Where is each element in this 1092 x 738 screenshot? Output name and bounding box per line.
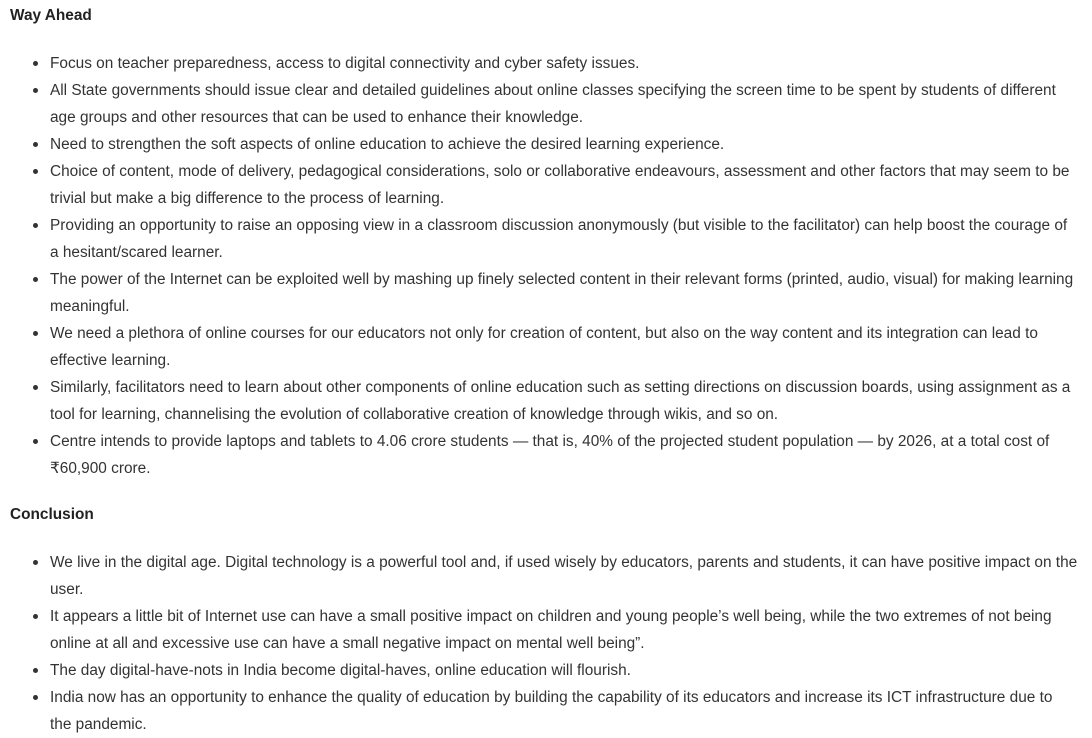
- list-item: We need a plethora of online courses for our educators not only for creation of content, but also on the way content and its integration can lead to effective learning.: [50, 320, 1078, 374]
- list-item: Centre intends to provide laptops and tablets to 4.06 crore students — that is, 40% of the projected student population — by 2026, at a total cost of ₹60,900 crore.: [50, 428, 1078, 482]
- conclusion-heading: Conclusion: [10, 506, 94, 523]
- list-item: Focus on teacher preparedness, access to digital connectivity and cyber safety issues.: [50, 50, 1078, 77]
- way-ahead-heading: Way Ahead: [10, 7, 92, 24]
- list-item: Need to strengthen the soft aspects of online education to achieve the desired learning experience.: [50, 131, 1078, 158]
- list-item: All State governments should issue clear and detailed guidelines about online classes specifying the screen time to be spent by students of different age groups and other resources that can be used to enhance their knowledge.: [50, 77, 1078, 131]
- way-ahead-list: [50, 50, 1078, 482]
- list-item: India now has an opportunity to enhance the quality of education by building the capability of its educators and increase its ICT infrastructure due to the pandemic.: [50, 684, 1078, 738]
- list-item: Choice of content, mode of delivery, pedagogical considerations, solo or collaborative endeavours, assessment and other factors that may seem to be trivial but make a big difference to the process of learning.: [50, 158, 1078, 212]
- list-item: It appears a little bit of Internet use can have a small positive impact on children and young people’s well being, while the two extremes of not being online at all and excessive use can have a small negative impact on mental well being”.: [50, 603, 1078, 657]
- list-item: We live in the digital age. Digital technology is a powerful tool and, if used wisely by educators, parents and students, it can have positive impact on the user.: [50, 549, 1078, 603]
- list-item: Similarly, facilitators need to learn about other components of online education such as setting directions on discussion boards, using assignment as a tool for learning, channelising the evolution of collaborative creation of knowledge through wikis, and so on.: [50, 374, 1078, 428]
- list-item: The power of the Internet can be exploited well by mashing up finely selected content in their relevant forms (printed, audio, visual) for making learning meaningful.: [50, 266, 1078, 320]
- conclusion-list: [50, 549, 1078, 738]
- list-item: Providing an opportunity to raise an opposing view in a classroom discussion anonymously (but visible to the facilitator) can help boost the courage of a hesitant/scared learner.: [50, 212, 1078, 266]
- list-item: The day digital-have-nots in India become digital-haves, online education will flourish.: [50, 657, 1078, 684]
